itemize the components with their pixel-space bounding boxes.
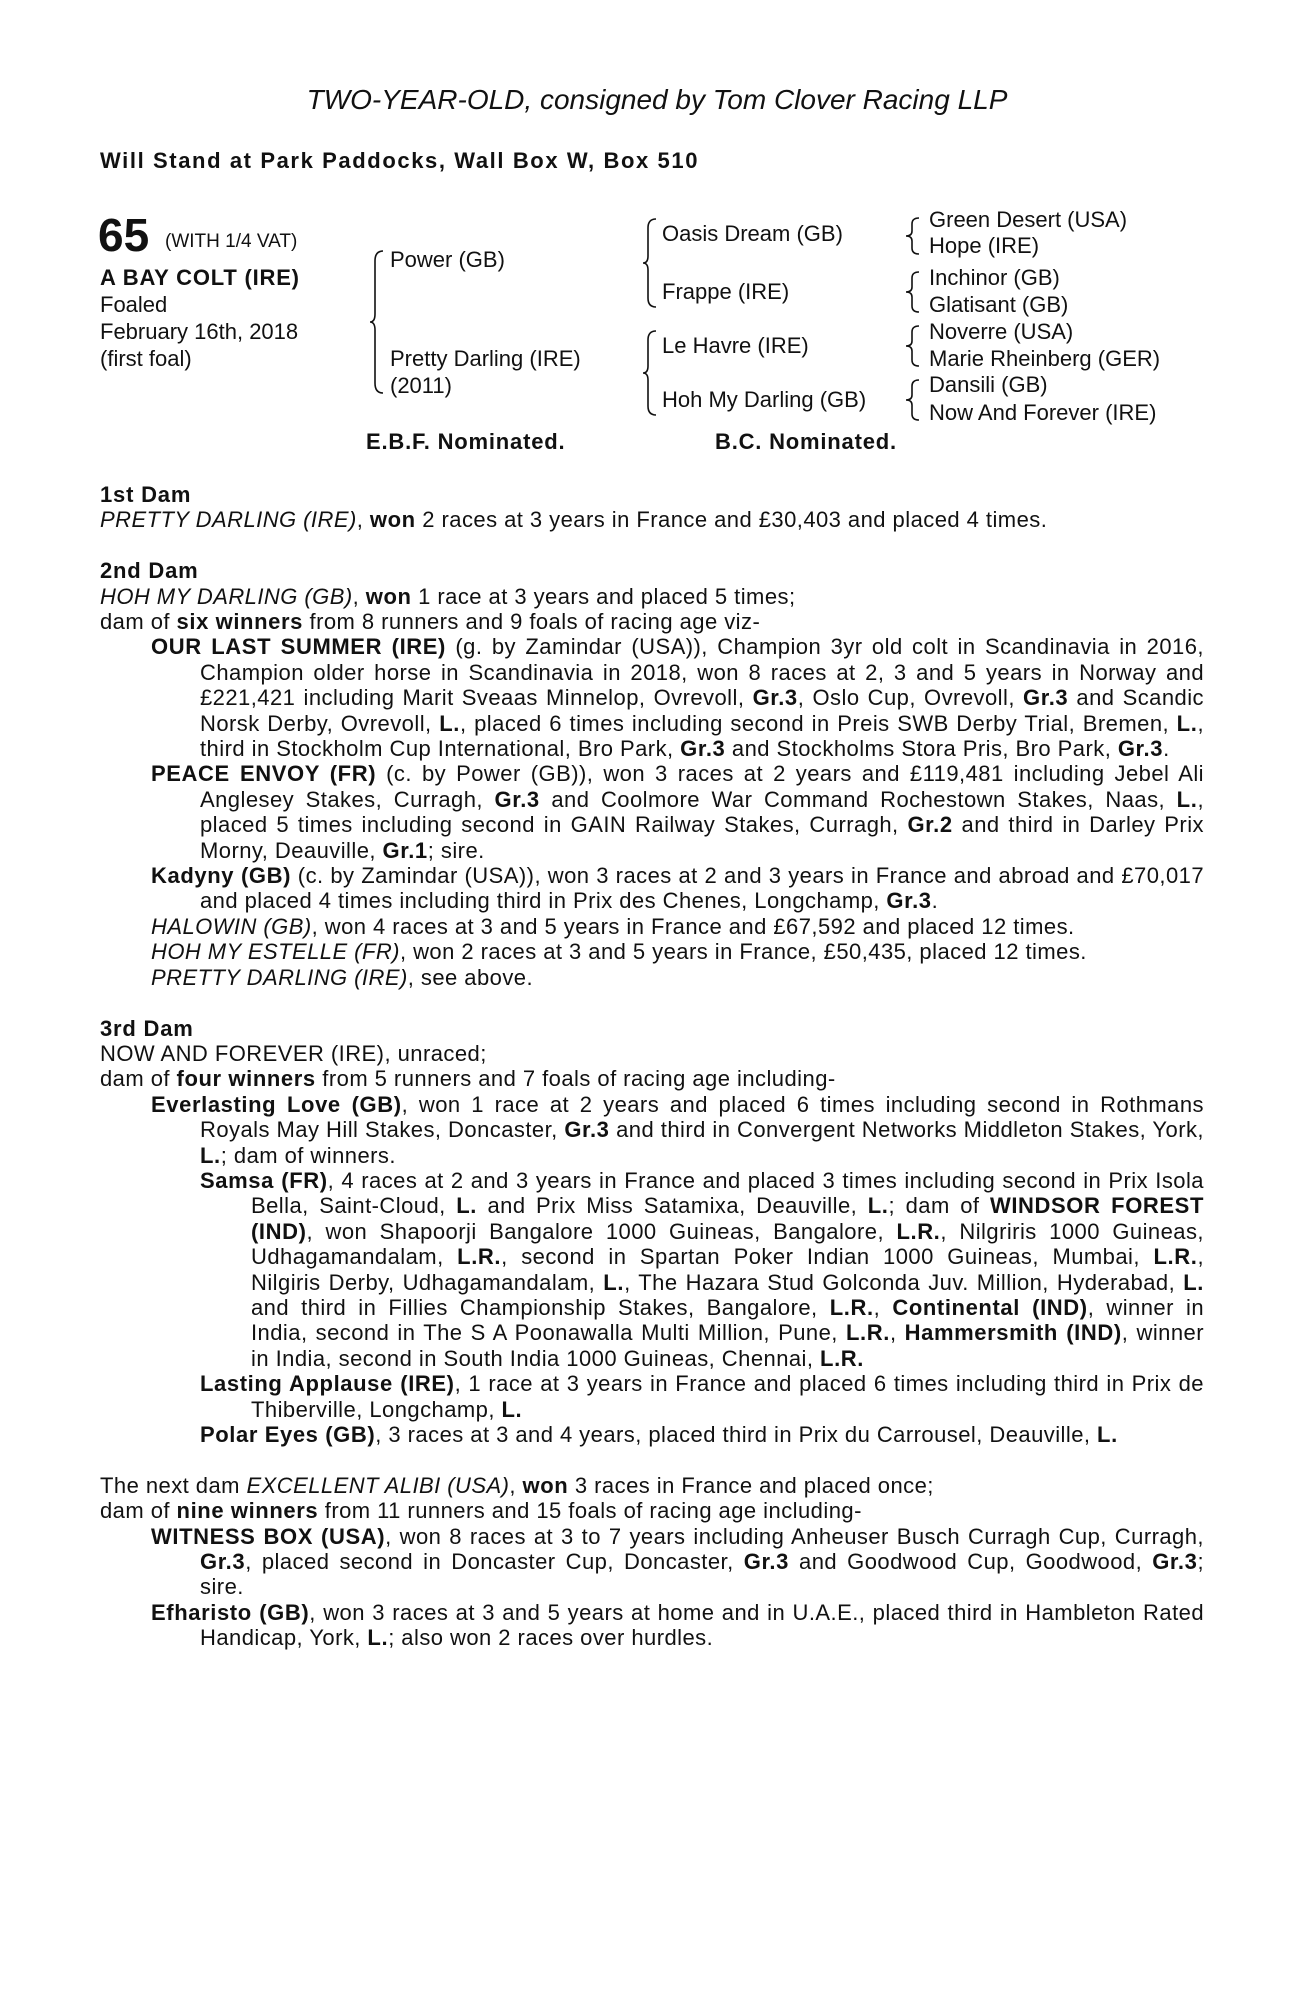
pedigree-brace <box>906 272 920 312</box>
bold-text: L. <box>867 1193 889 1219</box>
bold-text: L. <box>1183 1269 1204 1295</box>
dam: Pretty Darling (IRE) <box>390 346 581 371</box>
text: , placed 6 times including second in Preis SWB Derby Trial, Bremen, <box>459 710 1177 736</box>
section-heading: 2nd Dam <box>100 558 199 584</box>
horse-name: A BAY COLT (IRE) <box>100 265 300 290</box>
text: from 8 runners and 9 foals of racing age viz- <box>302 609 761 635</box>
text: , Nilgriris 1000 Guineas, Udhagamandalam, <box>251 1218 1204 1270</box>
text: and Prix Miss Satamixa, Deauville, <box>476 1193 868 1219</box>
vat-note: (WITH 1/4 VAT) <box>165 231 298 252</box>
text: , 3 races at 3 and 4 years, placed third in Prix du Carrousel, Deauville, <box>375 1422 1098 1447</box>
bold-text: Gr.3 <box>1023 685 1069 711</box>
text: ; dam of <box>888 1193 990 1219</box>
bold-text: Efharisto (GB) <box>151 1599 310 1625</box>
text: , won 2 races at 3 and 5 years in France, £50,435, placed 12 times. <box>399 939 1087 965</box>
bold-text: L.R. <box>845 1320 890 1346</box>
bold-text: Polar Eyes (GB) <box>200 1422 376 1447</box>
bold-text: Gr.3 <box>886 888 932 914</box>
pedigree-brace <box>906 380 920 420</box>
ancestor: Inchinor (GB) <box>929 265 1060 290</box>
ancestor: Now And Forever (IRE) <box>929 400 1157 425</box>
text: , won Shapoorji Bangalore 1000 Guineas, Bangalore, <box>306 1218 897 1244</box>
text: and third in Darley Prix Morny, Deauville, <box>200 812 1204 863</box>
dam-summary <box>100 1473 1204 1498</box>
produce-entry <box>151 761 1204 863</box>
dam-summary <box>100 1498 1204 1523</box>
text: dam of <box>100 609 177 635</box>
text: , won 1 race at 2 years and placed 6 times including second in Rothmans Royals May Hill Stakes, Doncaster, <box>200 1091 1204 1143</box>
text: , placed 5 times including second in GAIN Railway Stakes, Curragh, <box>200 786 1204 838</box>
text: , <box>509 1472 523 1498</box>
text: , won 8 races at 3 to 7 years including Anheuser Busch Curragh Cup, Curragh, <box>385 1523 1204 1549</box>
bold-text: six winners <box>176 609 303 635</box>
pedigree-brace <box>643 219 657 307</box>
text: ; sire. <box>427 837 485 863</box>
text: , Oslo Cup, Ovrevoll, <box>797 685 1024 711</box>
produce-record <box>100 482 1204 1676</box>
bold-text: WINDSOR FOREST (IND) <box>251 1193 1204 1244</box>
text: , 1 race at 3 years in France and placed 6 times including third in Prix de Thiberville, Longchamp, <box>251 1371 1204 1422</box>
foaled-label: Foaled <box>100 292 168 317</box>
text: and Stockholms Stora Pris, Bro Park, <box>725 736 1118 762</box>
bc-nominated: B.C. Nominated. <box>715 429 897 454</box>
bold-text: L. <box>439 710 460 736</box>
text: from 5 runners and 7 foals of racing age including- <box>315 1066 836 1092</box>
bold-text: Gr.3 <box>752 685 798 711</box>
text: , third in Stockholm Cup International, Bro Park, <box>200 710 1204 762</box>
text: 2 races at 3 years in France and £30,403 and placed 4 times. <box>415 507 1048 533</box>
bold-text: Everlasting Love (GB) <box>151 1091 402 1117</box>
dam-summary <box>100 609 1204 634</box>
bold-text: L. <box>200 1142 221 1168</box>
bold-text: L. <box>603 1269 625 1295</box>
text: ; sire. <box>200 1549 1204 1600</box>
text: , <box>356 507 370 533</box>
text: (c. by Power (GB)), won 3 races at 2 years and £119,481 including Jebel Ali Anglesey Stakes, Curragh, <box>200 761 1204 812</box>
section-heading: 3rd Dam <box>100 1015 194 1041</box>
bold-text: Gr.3 <box>494 786 540 812</box>
text: dam of <box>100 1066 177 1092</box>
dam-summary <box>100 507 1204 532</box>
bold-text: Gr.2 <box>907 812 953 838</box>
bold-text: Gr.3 <box>564 1117 610 1143</box>
bold-text: Continental (IND) <box>892 1294 1088 1320</box>
produce-entry <box>151 939 1204 964</box>
text: and third in Convergent Networks Middleton Stakes, York, <box>609 1117 1204 1143</box>
section-heading: 1st Dam <box>100 482 192 507</box>
bold-text: Gr.3 <box>200 1549 246 1575</box>
bold-text: L. <box>501 1396 523 1422</box>
produce-entry <box>200 1422 1204 1447</box>
text: , <box>889 1320 905 1346</box>
italic-text: EXCELLENT ALIBI (USA) <box>246 1472 510 1498</box>
dam-dam: Hoh My Darling (GB) <box>662 387 867 412</box>
bold-text: L.R. <box>1153 1244 1198 1270</box>
produce-entry <box>151 1524 1204 1600</box>
text: dam of <box>100 1498 177 1524</box>
text: (c. by Zamindar (USA)), won 3 races at 2 and 3 years in France and abroad and £70,017 and placed 4 times including third in Prix des Chenes, Longchamp, <box>200 863 1205 914</box>
pedigree-brace <box>643 331 657 415</box>
ebf-nominated: E.B.F. Nominated. <box>366 429 566 454</box>
bold-text: L.R. <box>896 1218 941 1244</box>
bold-text: Samsa (FR) <box>200 1167 328 1193</box>
bold-text: L.R. <box>829 1294 874 1320</box>
text: and Goodwood Cup, Goodwood, <box>788 1549 1153 1575</box>
text: , placed second in Doncaster Cup, Doncaster, <box>245 1549 744 1575</box>
text: and Scandic Norsk Derby, Ovrevoll, <box>200 685 1204 736</box>
text: 1 race at 3 years and placed 5 times; <box>411 583 796 609</box>
produce-entry <box>151 634 1204 761</box>
text: The next dam <box>100 1472 247 1498</box>
produce-entry <box>151 914 1204 939</box>
pedigree-brace <box>906 326 920 366</box>
dam-section <box>100 1473 1204 1651</box>
bold-text: L. <box>1097 1422 1118 1447</box>
sire: Power (GB) <box>390 247 505 272</box>
bold-text: Gr.1 <box>382 837 428 863</box>
text: , The Hazara Stud Golconda Juv. Million, Hyderabad, <box>624 1269 1184 1295</box>
produce-entry <box>151 965 1204 990</box>
bold-text: four winners <box>176 1066 316 1092</box>
bold-text: L. <box>1176 786 1198 812</box>
text: , won 3 races at 3 and 5 years at home and in U.A.E., placed third in Hambleton Rated Handicap, York, <box>200 1599 1205 1651</box>
produce-entry <box>151 1600 1204 1651</box>
foaled-date: February 16th, 2018 <box>100 319 299 344</box>
dam-sire: Le Havre (IRE) <box>662 333 809 358</box>
bold-text: Gr.3 <box>680 736 726 762</box>
dam-section <box>100 558 1204 990</box>
produce-entry <box>151 1092 1204 1168</box>
lot-number: 65 <box>98 209 150 261</box>
sire-dam: Frappe (IRE) <box>662 279 790 304</box>
text: , Nilgiris Derby, Udhagamandalam, <box>251 1244 1204 1295</box>
dam-summary <box>100 584 1204 609</box>
italic-text: HALOWIN (GB) <box>151 913 312 939</box>
bold-text: Lasting Applause (IRE) <box>200 1371 455 1397</box>
text: (g. by Zamindar (USA)), Champion 3yr old colt in Scandinavia in 2016, Champion older horse in Scandinavia in 2018, won 8 races at 2, 3 and 5 years in Norway and £221,421 including Marit Sveaas Minnelop, Ovrevoll, <box>200 634 1204 711</box>
text: , 4 races at 2 and 3 years in France and placed 3 times including second in Prix Isola Bella, Saint-Cloud, <box>251 1167 1204 1219</box>
text: , won 4 races at 3 and 5 years in France and £67,592 and placed 12 times. <box>311 913 1075 939</box>
bold-text: L.R. <box>457 1244 502 1270</box>
text: and Coolmore War Command Rochestown Stakes, Naas, <box>539 786 1177 812</box>
italic-text: HOH MY DARLING (GB) <box>100 583 353 609</box>
text: , <box>873 1294 893 1320</box>
italic-text: HOH MY ESTELLE (FR) <box>151 939 400 965</box>
text: NOW AND FOREVER (IRE), unraced; <box>100 1040 487 1066</box>
produce-entry <box>151 863 1204 914</box>
dam-year: (2011) <box>390 373 452 398</box>
dam-section <box>100 1016 1204 1448</box>
ancestor: Hope (IRE) <box>929 233 1040 258</box>
bold-text: won <box>369 507 416 533</box>
ancestor: Green Desert (USA) <box>929 207 1128 232</box>
bold-text: won <box>365 583 412 609</box>
bold-text: Gr.3 <box>743 1549 789 1575</box>
bold-text: won <box>522 1472 569 1498</box>
pedigree-brace <box>370 251 384 393</box>
bold-text: WITNESS BOX (USA) <box>151 1523 386 1549</box>
pedigree-brace <box>906 218 920 254</box>
ancestor: Marie Rheinberg (GER) <box>929 346 1161 371</box>
produce-entry <box>200 1371 1204 1422</box>
sire-sire: Oasis Dream (GB) <box>662 221 843 246</box>
dam-summary <box>100 1066 1204 1091</box>
text: , see above. <box>407 964 534 990</box>
foal-note: (first foal) <box>100 346 192 371</box>
text: . <box>1163 736 1170 762</box>
bold-text: L.R. <box>820 1345 864 1371</box>
text: , winner in India, second in The S A Poonawalla Multi Million, Pune, <box>251 1294 1205 1346</box>
bold-text: L. <box>367 1625 389 1651</box>
dam-summary <box>100 1041 1204 1066</box>
text: ; dam of winners. <box>220 1142 396 1168</box>
ancestor: Noverre (USA) <box>929 319 1074 344</box>
bold-text: Kadyny (GB) <box>151 863 292 889</box>
bold-text: L. <box>456 1193 477 1219</box>
bold-text: L. <box>1176 710 1198 736</box>
italic-text: PRETTY DARLING (IRE) <box>151 964 408 990</box>
bold-text: Gr.3 <box>1152 1549 1198 1575</box>
text: , second in Spartan Poker Indian 1000 Guineas, Mumbai, <box>501 1244 1154 1270</box>
produce-entry <box>200 1168 1204 1371</box>
text: and third in Fillies Championship Stakes, Bangalore, <box>251 1294 830 1320</box>
bold-text: Gr.3 <box>1117 736 1164 762</box>
bold-text: OUR LAST SUMMER (IRE) <box>151 634 446 660</box>
page-title: TWO-YEAR-OLD, consigned by Tom Clover Racing LLP <box>306 84 1008 115</box>
ancestor: Dansili (GB) <box>929 372 1048 397</box>
text: , <box>352 583 366 609</box>
text: , winner in India, second in South India 1000 Guineas, Chennai, <box>251 1320 1205 1371</box>
text: ; also won 2 races over hurdles. <box>388 1625 714 1651</box>
text: 3 races in France and placed once; <box>568 1472 934 1498</box>
bold-text: PEACE ENVOY (FR) <box>151 761 377 787</box>
text: from 11 runners and 15 foals of racing age including- <box>318 1498 862 1524</box>
dam-section <box>100 482 1204 533</box>
italic-text: PRETTY DARLING (IRE) <box>100 507 357 533</box>
ancestor: Glatisant (GB) <box>929 292 1069 317</box>
bold-text: nine winners <box>176 1498 319 1524</box>
stand-location: Will Stand at Park Paddocks, Wall Box W, Box 510 <box>100 148 700 173</box>
text: . <box>931 888 939 914</box>
bold-text: Hammersmith (IND) <box>904 1320 1122 1346</box>
